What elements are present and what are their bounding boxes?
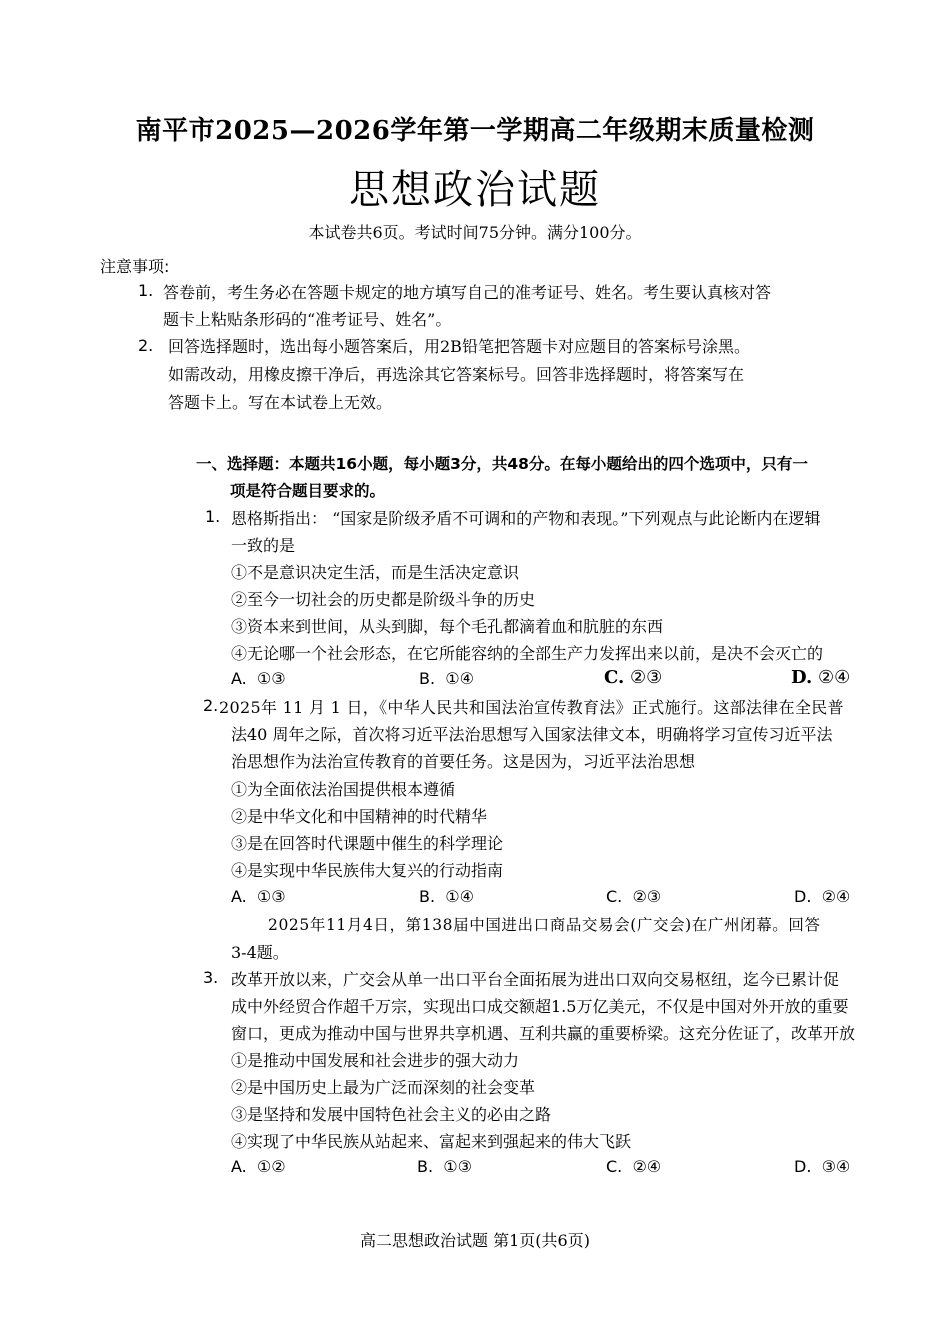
question-item: ②是中华文化和中国精神的时代精华 <box>231 807 488 826</box>
option-b: B. ①④ <box>419 887 474 906</box>
section-heading: 一、选择题：本题共16小题，每小题3分，共48分。在每小题给出的四个选项中，只有一 <box>196 455 808 473</box>
notice-item-line: 答卷前，考生务必在答题卡规定的地方填写自己的准考证号、姓名。考生要认真核对答 <box>163 283 772 302</box>
option-d: D. ②④ <box>794 887 851 906</box>
question-item: ③资本来到世间，从头到脚，每个毛孔都滴着血和肮脏的东西 <box>231 617 664 636</box>
question-item: ④是实现中华民族伟大复兴的行动指南 <box>231 861 504 880</box>
option-d: D. ③④ <box>794 1157 851 1176</box>
question-item: ①不是意识决定生活，而是生活决定意识 <box>231 563 520 582</box>
option-c: C. ②④ <box>606 1157 662 1176</box>
question-number: 1. <box>205 507 221 526</box>
question-item: ④实现了中华民族从站起来、富起来到强起来的伟大飞跃 <box>231 1132 632 1151</box>
exam-title: 南平市2025—2026学年第一学期高二年级期末质量检测 <box>135 116 815 146</box>
question-item: ①是推动中国发展和社会进步的强大动力 <box>231 1051 520 1070</box>
question-stem: 一致的是 <box>231 536 296 555</box>
notice-item-num: 1. <box>138 281 154 300</box>
question-stem: 改革开放以来，广交会从单一出口平台全面拓展为进出口双向交易枢纽，迄今已累计促 <box>231 970 840 989</box>
question-item: ③是在回答时代课题中催生的科学理论 <box>231 834 504 853</box>
option-a: A. ①② <box>231 1157 286 1176</box>
question-number: 3. <box>203 968 219 987</box>
option-a: A. ①③ <box>231 669 286 688</box>
question-item: ③是坚持和发展中国特色社会主义的必由之路 <box>231 1105 552 1124</box>
notice-item-line: 题卡上粘贴条形码的“准考证号、姓名”。 <box>163 310 452 329</box>
option-b: B. ①④ <box>419 669 474 688</box>
question-item: ②至今一切社会的历史都是阶级斗争的历史 <box>231 590 536 609</box>
notice-item-num: 2. <box>138 336 154 355</box>
option-c: C. ②③ <box>606 887 662 906</box>
question-stem: 恩格斯指出： “国家是阶级矛盾不可调和的产物和表现。”下列观点与此论断内在逻辑 <box>231 509 821 528</box>
notice-item-line: 回答选择题时，选出每小题答案后，用2B铅笔把答题卡对应题目的答案标号涂黑。 <box>168 337 750 356</box>
question-stem: 2025年 11 月 1 日，《中华人民共和国法治宣传教育法》正式施行。这部法律在全民普 <box>219 698 844 717</box>
subject-title: 思想政治试题 <box>349 167 601 213</box>
notice-item-line: 如需改动，用橡皮擦干净后，再选涂其它答案标号。回答非选择题时，将答案写在 <box>168 365 745 384</box>
question-number: 2. <box>203 696 219 715</box>
section-heading: 项是符合题目要求的。 <box>230 482 386 500</box>
question-item: ①为全面依法治国提供根本遵循 <box>231 780 456 799</box>
option-c: C. ②③ <box>604 667 663 688</box>
question-stem: 治思想作为法治宣传教育的首要任务。这是因为，习近平法治思想 <box>231 752 696 771</box>
question-item: ④无论哪一个社会形态，在它所能容纳的全部生产力发挥出来以前，是决不会灭亡的 <box>231 644 824 663</box>
page-footer: 高二思想政治试题 第1页(共6页) <box>360 1231 590 1250</box>
option-a: A. ①③ <box>231 887 286 906</box>
question-stem: 法40 周年之际，首次将习近平法治思想写入国家法律文本，明确将学习宣传习近平法 <box>231 725 833 744</box>
question-stem: 成中外经贸合作超千万宗，实现出口成交额超1.5万亿美元，不仅是中国对外开放的重要 <box>231 997 849 1016</box>
option-b: B. ①③ <box>417 1157 472 1176</box>
notice-item-line: 答题卡上。写在本试卷上无效。 <box>168 393 393 412</box>
material-text: 2025年11月4日，第138届中国进出口商品交易会(广交会)在广州闭幕。回答 <box>268 916 821 934</box>
option-d: D. ②④ <box>791 667 851 688</box>
notice-heading: 注意事项: <box>100 257 170 276</box>
exam-info: 本试卷共6页。考试时间75分钟。满分100分。 <box>308 223 642 242</box>
question-stem: 窗口，更成为推动中国与世界共享机遇、互利共赢的重要桥梁。这充分佐证了，改革开放 <box>231 1024 856 1043</box>
material-text: 3-4题。 <box>231 943 289 962</box>
question-item: ②是中国历史上最为广泛而深刻的社会变革 <box>231 1078 536 1097</box>
